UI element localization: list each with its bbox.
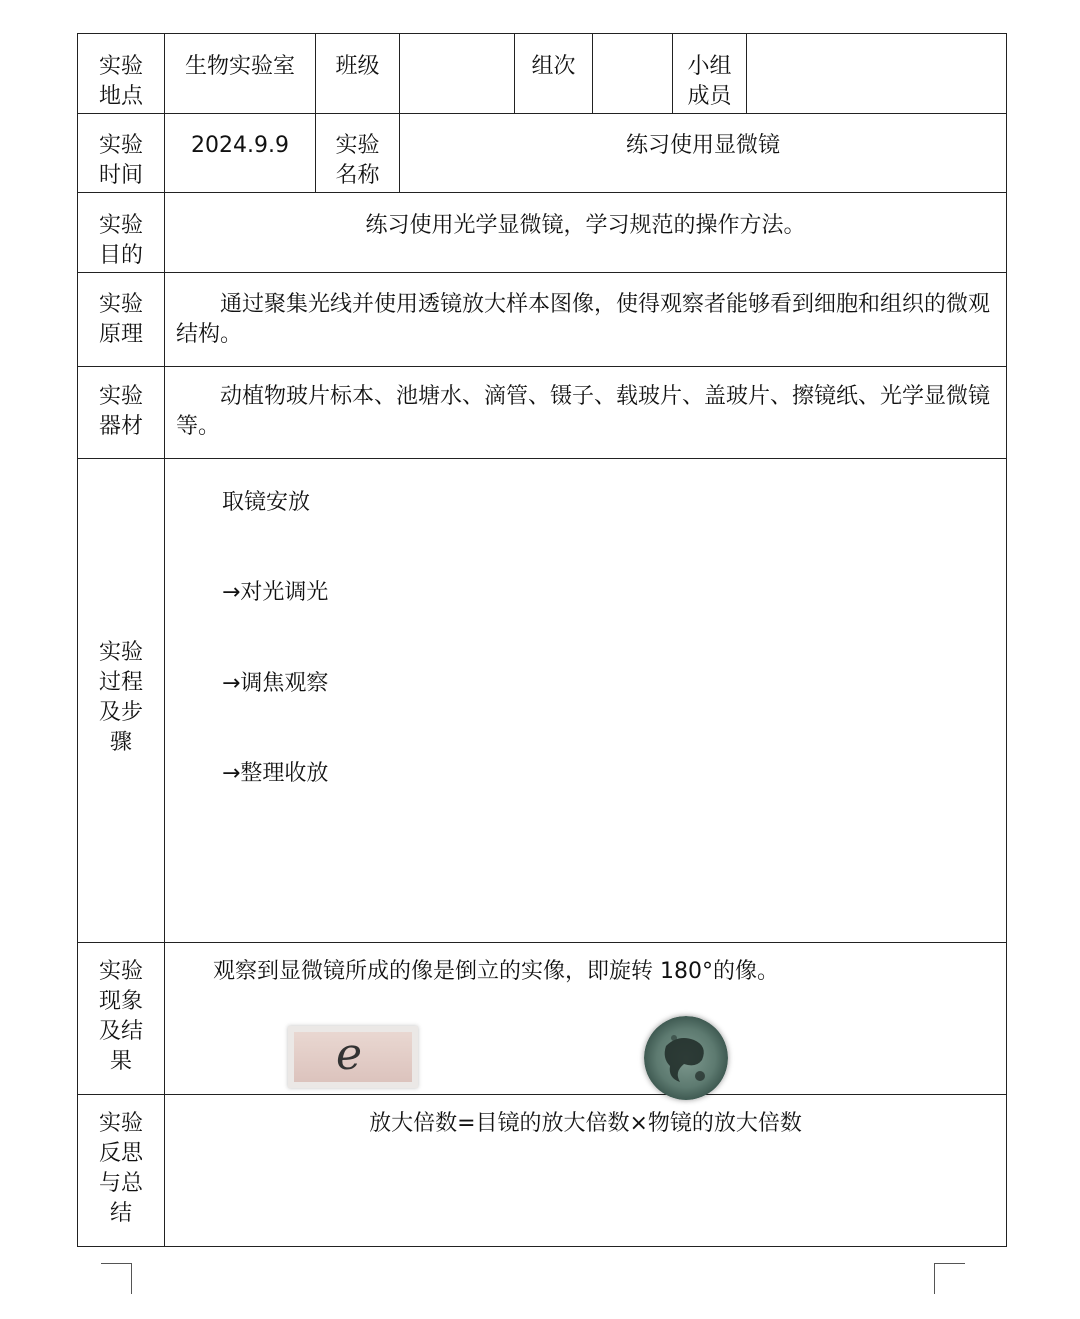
reflection-label: 实验 反思 与总 结 <box>98 1111 143 1226</box>
location-value: 生物实验室 <box>184 54 295 79</box>
members-label: 小组 成员 <box>687 54 732 109</box>
table-line <box>77 458 1007 459</box>
table-line <box>1006 33 1007 1247</box>
table-line <box>77 33 1007 34</box>
page-corner-mark <box>934 1263 965 1294</box>
table-line <box>77 192 1007 193</box>
class-label: 班级 <box>335 54 380 79</box>
table-line <box>77 113 1007 114</box>
table-line <box>77 942 1007 943</box>
microscope-view-image <box>644 1016 728 1100</box>
table-line <box>746 33 747 113</box>
table-line <box>77 1246 1007 1247</box>
table-line <box>399 33 400 193</box>
process-step: →整理收放 <box>222 761 329 786</box>
process-label: 实验 过程 及步 骤 <box>98 640 143 755</box>
process-step: →对光调光 <box>222 580 329 605</box>
group-label: 组次 <box>531 54 576 79</box>
results-text: 观察到显微镜所成的像是倒立的实像，即旋转 180°的像。 <box>213 959 779 984</box>
results-label: 实验 现象 及结 果 <box>98 959 143 1074</box>
reflection-text: 放大倍数=目镜的放大倍数×物镜的放大倍数 <box>369 1111 802 1136</box>
page-corner-mark <box>101 1263 132 1294</box>
materials-text: 动植物玻片标本、池塘水、滴管、镊子、载玻片、盖玻片、擦镜纸、光学显微镜等。 <box>176 384 991 439</box>
table-line <box>77 272 1007 273</box>
table-line <box>77 1094 1007 1095</box>
experiment-name: 练习使用显微镜 <box>625 133 780 158</box>
process-step: 取镜安放 <box>222 490 311 515</box>
table-line <box>592 33 593 113</box>
purpose-label: 实验 目的 <box>98 213 143 268</box>
principle-label: 实验 原理 <box>98 292 143 347</box>
time-value: 2024.9.9 <box>191 133 289 158</box>
name-label: 实验 名称 <box>335 133 380 188</box>
photo-letter: e <box>336 1029 363 1080</box>
letter-e-photo <box>288 1026 418 1088</box>
table-line <box>77 366 1007 367</box>
process-step: →调焦观察 <box>222 671 329 696</box>
location-label: 实验 地点 <box>98 54 143 109</box>
time-label: 实验 时间 <box>98 133 143 188</box>
principle-text: 通过聚集光线并使用透镜放大样本图像，使得观察者能够看到细胞和组织的微观结构。 <box>176 292 991 347</box>
purpose-text: 练习使用光学显微镜，学习规范的操作方法。 <box>365 213 806 238</box>
materials-label: 实验 器材 <box>98 384 143 439</box>
